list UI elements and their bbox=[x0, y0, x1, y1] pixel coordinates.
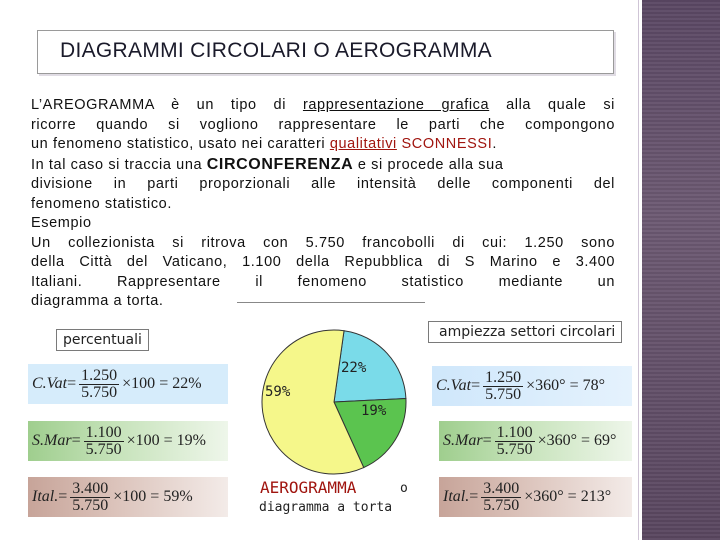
aerogramma-or: o bbox=[400, 481, 408, 496]
intro-line-3: un fenomeno statistico, usato nei caratteri qualitativi SCONNESSI. bbox=[31, 136, 497, 152]
percent-label: percentuali bbox=[56, 329, 149, 351]
separator-rule bbox=[237, 302, 425, 303]
circonferenza-term: CIRCONFERENZA bbox=[206, 155, 354, 173]
pie-chart bbox=[256, 327, 416, 481]
angle-formula-ital: Ital. = $\frac{3.400}{5.750}$ ×360° = 213° bbox=[439, 477, 632, 517]
divider-line bbox=[638, 0, 639, 540]
example-line-2: della Città del Vaticano, 1.100 della Repubblica di S Marino e 3.400 bbox=[31, 254, 615, 270]
example-line-3: Italiani. Rappresentare il fenomeno statistico mediante un bbox=[31, 273, 615, 290]
aerogramma-subtitle: diagramma a torta bbox=[259, 500, 393, 515]
example-heading: Esempio bbox=[31, 215, 92, 231]
page-title-box bbox=[37, 30, 614, 74]
intro-line-4: In tal caso si traccia una CIRCONFERENZA e si procede alla sua bbox=[31, 155, 504, 173]
slice-label-ital: 59% bbox=[265, 384, 291, 400]
angle-formula-cvat: C.Vat = $\frac{1.250}{5.750}$ ×360° = 78° bbox=[432, 366, 632, 406]
qualitativi-term: qualitativi bbox=[329, 136, 397, 152]
intro-line-6: fenomeno statistico. bbox=[31, 195, 172, 212]
underlined-term: rappresentazione grafica bbox=[302, 97, 490, 113]
example-line-1: Un collezionista si ritrova con 5.750 francobolli di cui: 1.250 sono bbox=[31, 234, 615, 251]
intro-line-2: ricorre quando si vogliono rappresentare le parti che compongono bbox=[31, 116, 615, 133]
slice-label-cvat: 22% bbox=[341, 360, 367, 376]
angle-label: ampiezza settori circolari bbox=[428, 321, 622, 343]
aerogramma-title: AEROGRAMMA bbox=[260, 478, 357, 497]
angle-formula-smar: S.Mar = $\frac{1.100}{5.750}$ ×360° = 69° bbox=[439, 421, 632, 461]
page-title: DIAGRAMMI CIRCOLARI O AEROGRAMMA bbox=[60, 39, 492, 62]
percent-formula-smar: S.Mar = $\frac{1.100}{5.750}$ ×100 = 19% bbox=[28, 421, 228, 461]
example-line-4: diagramma a torta. bbox=[31, 293, 164, 309]
percent-formula-cvat: C.Vat = $\frac{1.250}{5.750}$ ×100 = 22% bbox=[28, 364, 228, 404]
intro-line-1: L’AREOGRAMMA è un tipo di rappresentazione grafica alla quale si bbox=[31, 97, 615, 113]
decorative-side-strip bbox=[642, 0, 720, 540]
intro-line-5: divisione in parti proporzionali alle intensità delle componenti del bbox=[31, 176, 615, 192]
sconnessi-term: SCONNESSI bbox=[396, 136, 493, 152]
slice-label-smar: 19% bbox=[361, 403, 387, 419]
pie-chart-svg bbox=[256, 327, 416, 477]
intro-paragraph bbox=[31, 96, 615, 312]
percent-formula-ital: Ital. = $\frac{3.400}{5.750}$ ×100 = 59% bbox=[28, 477, 228, 517]
